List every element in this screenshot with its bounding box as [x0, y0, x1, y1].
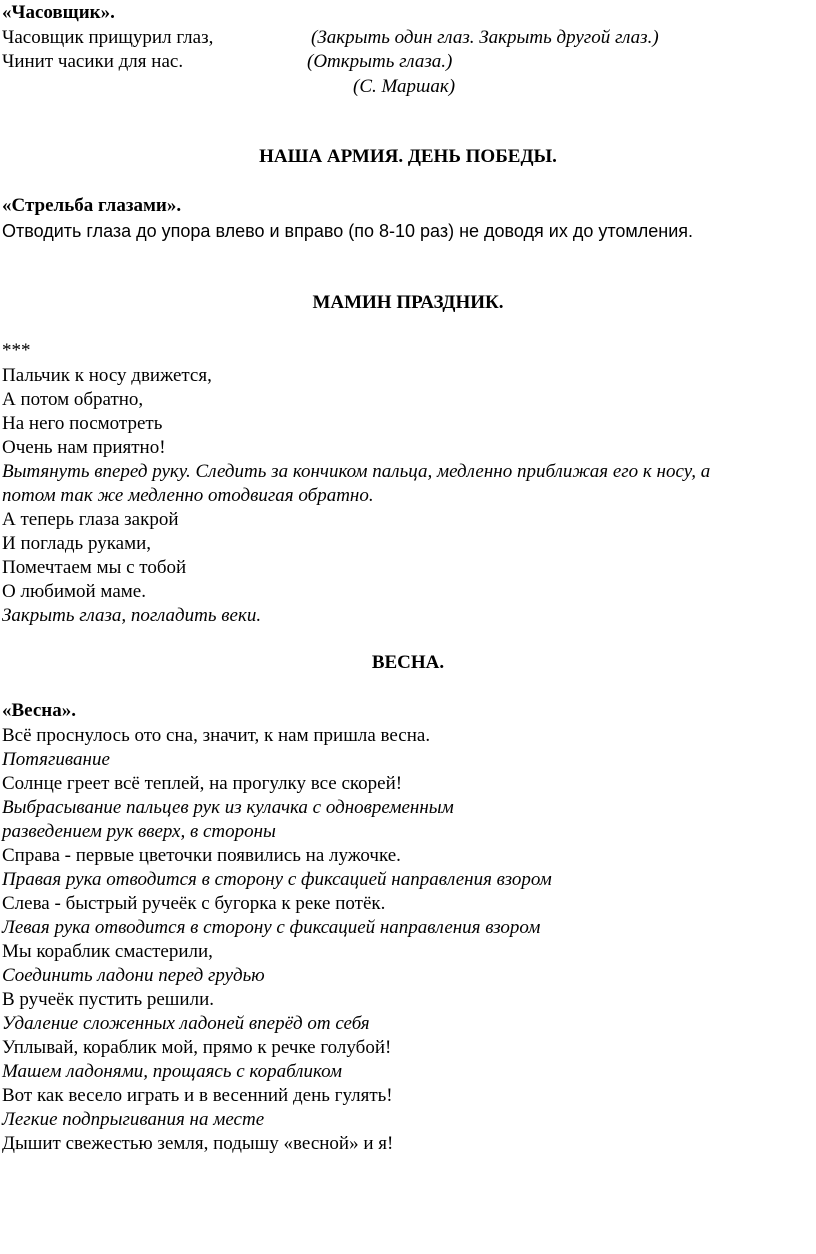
instruction-line: Удаление сложенных ладоней вперёд от себя — [2, 1013, 370, 1034]
instruction-line: Легкие подпрыгивания на месте — [2, 1109, 265, 1130]
verse-line: И погладь руками, — [2, 533, 152, 554]
watchmaker-note-1: (Закрыть один глаз. Закрыть другой глаз.) — [311, 27, 659, 48]
instruction-line: Потягивание — [2, 749, 110, 770]
verse-line: Очень нам приятно! — [2, 437, 166, 458]
verse-line: О любимой маме. — [2, 581, 146, 602]
instruction-line: Соединить ладони перед грудью — [2, 965, 265, 986]
verse-line: Слева - быстрый ручеёк с бугорка к реке потёк. — [2, 893, 386, 914]
watchmaker-line-1: Часовщик прищурил глаз, — [2, 27, 214, 48]
instruction-line: Вытянуть вперед руку. Следить за кончиком пальца, медленно приближая его к носу, а — [2, 461, 711, 482]
verse-line: Помечтаем мы с тобой — [2, 557, 187, 578]
verse-line: В ручеёк пустить решили. — [2, 989, 214, 1010]
army-exercise-title: «Стрельба глазами». — [2, 195, 182, 216]
verse-line: Дышит свежестью земля, подышу «весной» и я! — [2, 1133, 394, 1154]
stars-divider: *** — [2, 340, 31, 361]
watchmaker-title: «Часовщик». — [2, 2, 115, 23]
spring-heading: ВЕСНА. — [371, 652, 445, 673]
instruction-line: разведением рук вверх, в стороны — [2, 821, 276, 842]
instruction-line: Закрыть глаза, погладить веки. — [2, 605, 262, 626]
verse-line: Пальчик к носу движется, — [2, 365, 212, 386]
watchmaker-note-2: (Открыть глаза.) — [307, 51, 453, 72]
instruction-line: Выбрасывание пальцев рук из кулачка с одновременным — [2, 797, 454, 818]
verse-line: Справа - первые цветочки появились на лужочке. — [2, 845, 401, 866]
spring-exercise-title: «Весна». — [2, 700, 76, 721]
mothers-day-heading: МАМИН ПРАЗДНИК. — [312, 292, 504, 313]
verse-line: Уплывай, кораблик мой, прямо к речке голубой! — [2, 1037, 392, 1058]
army-heading: НАША АРМИЯ. ДЕНЬ ПОБЕДЫ. — [259, 146, 557, 167]
instruction-line: потом так же медленно отодвигая обратно. — [2, 485, 374, 506]
verse-line: На него посмотреть — [2, 413, 163, 434]
verse-line: А теперь глаза закрой — [2, 509, 179, 530]
instruction-line: Левая рука отводится в сторону с фиксацией направления взором — [2, 917, 541, 938]
verse-line: Мы кораблик смастерили, — [2, 941, 213, 962]
verse-line: Всё проснулось ото сна, значит, к нам пришла весна. — [2, 725, 431, 746]
verse-line: Солнце греет всё теплей, на прогулку все скорей! — [2, 773, 403, 794]
verse-line: Вот как весело играть и в весенний день гулять! — [2, 1085, 393, 1106]
verse-line: А потом обратно, — [2, 389, 144, 410]
instruction-line: Машем ладонями, прощаясь с корабликом — [2, 1061, 343, 1082]
watchmaker-author: (С. Маршак) — [353, 76, 456, 97]
army-instruction: Отводить глаза до упора влево и вправо (по 8-10 раз) не доводя их до утомления. — [2, 221, 694, 241]
watchmaker-line-2: Чинит часики для нас. — [2, 51, 184, 72]
instruction-line: Правая рука отводится в сторону с фиксацией направления взором — [2, 869, 552, 890]
